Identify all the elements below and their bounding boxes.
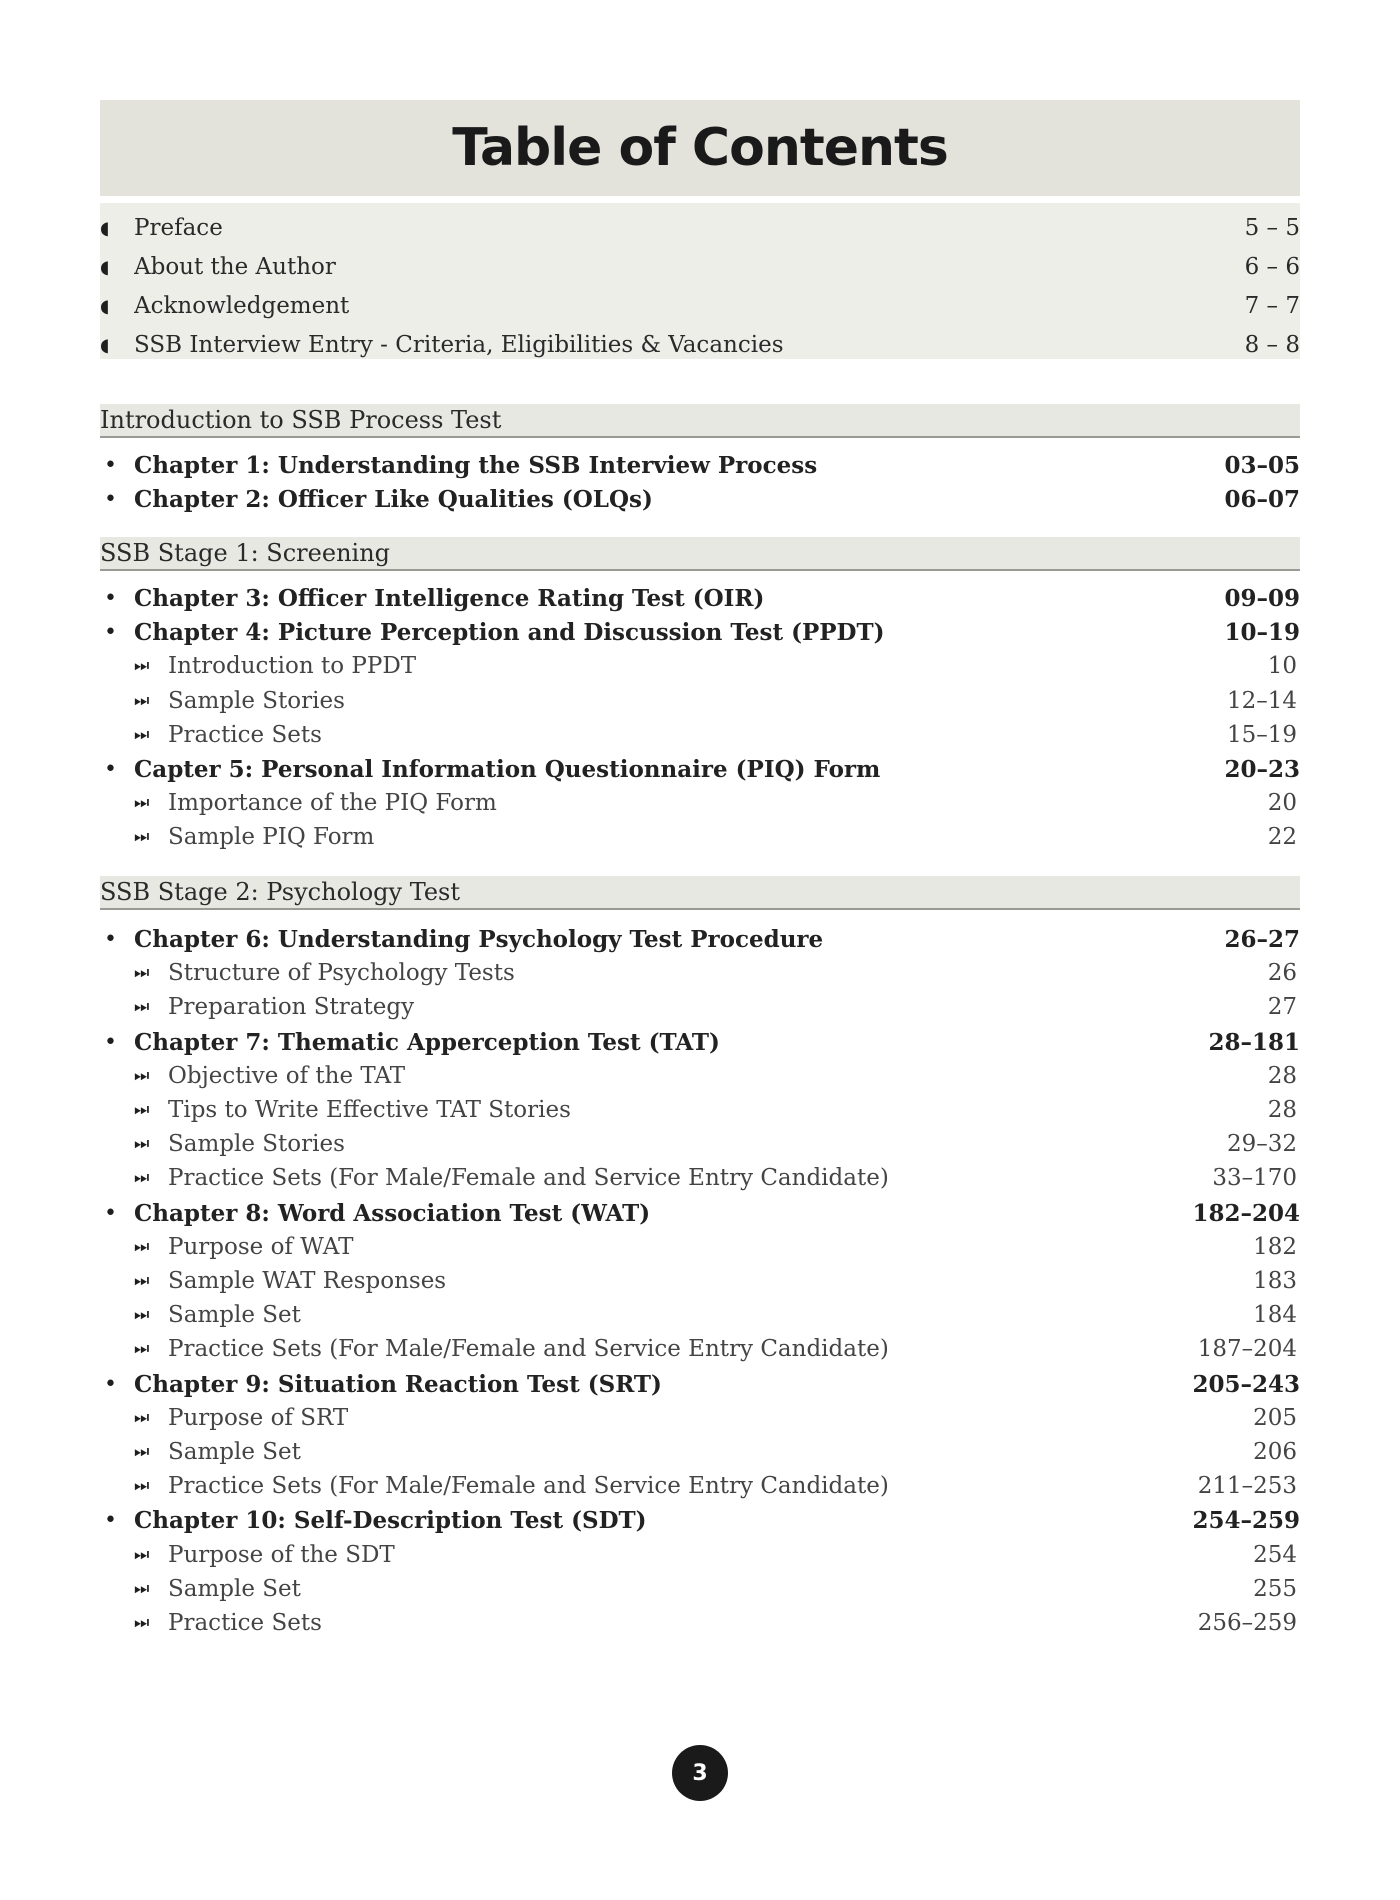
entry-label: Chapter 8: Word Association Test (WAT) bbox=[134, 1199, 651, 1227]
entry-label: Structure of Psychology Tests bbox=[168, 960, 515, 986]
entry-pages: 27 bbox=[1267, 994, 1297, 1020]
subsection-entry[interactable] bbox=[100, 786, 1300, 820]
entry-pages: 7 – 7 bbox=[1244, 293, 1300, 319]
entry-pages: 22 bbox=[1267, 824, 1297, 850]
entry-pages: 06–07 bbox=[1224, 485, 1300, 513]
entry-label: Sample WAT Responses bbox=[168, 1268, 447, 1294]
fast-forward-icon: ⏭ bbox=[134, 1066, 150, 1086]
bullet-icon: • bbox=[104, 1200, 117, 1226]
fast-forward-icon: ⏭ bbox=[134, 1579, 150, 1599]
chapter-entry[interactable] bbox=[100, 752, 1300, 786]
chapter-entry[interactable] bbox=[100, 581, 1300, 615]
fast-forward-icon: ⏭ bbox=[134, 725, 150, 745]
fast-forward-icon: ⏭ bbox=[134, 1100, 150, 1120]
section-header: SSB Stage 1: Screening bbox=[100, 537, 1300, 571]
subsection-entry[interactable] bbox=[100, 1606, 1300, 1640]
entry-label: Chapter 6: Understanding Psychology Test Procedure bbox=[134, 925, 824, 953]
fast-forward-icon: ⏭ bbox=[134, 1442, 150, 1462]
bullet-icon: • bbox=[104, 585, 117, 611]
entry-label: Chapter 4: Picture Perception and Discussion Test (PPDT) bbox=[134, 618, 885, 646]
headphones-icon: ◖ bbox=[100, 295, 110, 317]
entry-label: Purpose of the SDT bbox=[168, 1542, 395, 1568]
entry-pages: 10 bbox=[1267, 653, 1297, 679]
entry-label: Practice Sets bbox=[168, 1610, 322, 1636]
subsection-entry[interactable] bbox=[100, 1332, 1300, 1366]
entry-pages: 28–181 bbox=[1208, 1028, 1300, 1056]
entry-label: Preface bbox=[134, 215, 223, 241]
fast-forward-icon: ⏭ bbox=[134, 1271, 150, 1291]
entry-label: Sample Set bbox=[168, 1302, 301, 1328]
entry-pages: 26 bbox=[1267, 960, 1297, 986]
subsection-entry[interactable] bbox=[100, 1230, 1300, 1264]
entry-label: Acknowledgement bbox=[134, 293, 350, 319]
chapter-entry[interactable] bbox=[100, 1367, 1300, 1401]
section-header: SSB Stage 2: Psychology Test bbox=[100, 876, 1300, 910]
entry-pages: 10–19 bbox=[1224, 618, 1300, 646]
entry-pages: 29–32 bbox=[1226, 1131, 1297, 1157]
subsection-entry[interactable] bbox=[100, 990, 1300, 1024]
subsection-entry[interactable] bbox=[100, 1435, 1300, 1469]
entry-pages: 256–259 bbox=[1197, 1610, 1297, 1636]
entry-label: Sample PIQ Form bbox=[168, 824, 375, 850]
entry-label: Chapter 10: Self-Description Test (SDT) bbox=[134, 1506, 647, 1534]
entry-label: Sample Stories bbox=[168, 1131, 345, 1157]
entry-pages: 182 bbox=[1253, 1234, 1297, 1260]
entry-pages: 183 bbox=[1253, 1268, 1297, 1294]
entry-pages: 182–204 bbox=[1192, 1199, 1300, 1227]
entry-label: Chapter 2: Officer Like Qualities (OLQs) bbox=[134, 485, 653, 513]
fast-forward-icon: ⏭ bbox=[134, 691, 150, 711]
entry-pages: 03–05 bbox=[1224, 451, 1300, 479]
section-header: Introduction to SSB Process Test bbox=[100, 404, 1300, 438]
fast-forward-icon: ⏭ bbox=[134, 793, 150, 813]
entry-pages: 184 bbox=[1253, 1302, 1297, 1328]
entry-label: Sample Stories bbox=[168, 688, 345, 714]
entry-label: Practice Sets (For Male/Female and Service Entry Candidate) bbox=[168, 1165, 889, 1191]
subsection-entry[interactable] bbox=[100, 1298, 1300, 1332]
subsection-entry[interactable] bbox=[100, 718, 1300, 752]
entry-pages: 8 – 8 bbox=[1244, 332, 1300, 358]
bullet-icon: • bbox=[104, 1029, 117, 1055]
entry-pages: 09–09 bbox=[1224, 584, 1300, 612]
subsection-entry[interactable] bbox=[100, 1059, 1300, 1093]
subsection-entry[interactable] bbox=[100, 1469, 1300, 1503]
bullet-icon: • bbox=[104, 486, 117, 512]
entry-pages: 205 bbox=[1253, 1405, 1297, 1431]
entry-pages: 205–243 bbox=[1192, 1370, 1300, 1398]
fast-forward-icon: ⏭ bbox=[134, 1545, 150, 1565]
chapter-entry[interactable] bbox=[100, 482, 1300, 516]
front-matter-entry[interactable] bbox=[100, 211, 1300, 245]
fast-forward-icon: ⏭ bbox=[134, 827, 150, 847]
entry-pages: 28 bbox=[1267, 1063, 1297, 1089]
entry-label: Introduction to PPDT bbox=[168, 653, 417, 679]
bullet-icon: • bbox=[104, 619, 117, 645]
chapter-entry[interactable] bbox=[100, 448, 1300, 482]
entry-label: Objective of the TAT bbox=[168, 1063, 406, 1089]
headphones-icon: ◖ bbox=[100, 256, 110, 278]
entry-pages: 6 – 6 bbox=[1244, 254, 1300, 280]
subsection-entry[interactable] bbox=[100, 1572, 1300, 1606]
entry-label: Chapter 1: Understanding the SSB Interview Process bbox=[134, 451, 818, 479]
headphones-icon: ◖ bbox=[100, 334, 110, 356]
fast-forward-icon: ⏭ bbox=[134, 1134, 150, 1154]
subsection-entry[interactable] bbox=[100, 820, 1300, 854]
entry-pages: 206 bbox=[1253, 1439, 1297, 1465]
entry-pages: 20–23 bbox=[1224, 755, 1300, 783]
bullet-icon: • bbox=[104, 1371, 117, 1397]
fast-forward-icon: ⏭ bbox=[134, 1237, 150, 1257]
entry-pages: 187–204 bbox=[1197, 1336, 1297, 1362]
subsection-entry[interactable] bbox=[100, 1127, 1300, 1161]
bullet-icon: • bbox=[104, 1507, 117, 1533]
entry-label: Importance of the PIQ Form bbox=[168, 790, 497, 816]
chapter-entry[interactable] bbox=[100, 1196, 1300, 1230]
entry-label: Practice Sets (For Male/Female and Service Entry Candidate) bbox=[168, 1473, 889, 1499]
entry-label: Chapter 7: Thematic Apperception Test (TAT) bbox=[134, 1028, 720, 1056]
entry-label: Practice Sets (For Male/Female and Service Entry Candidate) bbox=[168, 1336, 889, 1362]
entry-pages: 254 bbox=[1253, 1542, 1297, 1568]
entry-pages: 255 bbox=[1253, 1576, 1297, 1602]
entry-pages: 28 bbox=[1267, 1097, 1297, 1123]
entry-pages: 33–170 bbox=[1212, 1165, 1297, 1191]
entry-label: Practice Sets bbox=[168, 722, 322, 748]
page-number-badge: 3 bbox=[672, 1745, 728, 1801]
entry-label: Preparation Strategy bbox=[168, 994, 415, 1020]
subsection-entry[interactable] bbox=[100, 1264, 1300, 1298]
subsection-entry[interactable] bbox=[100, 1538, 1300, 1572]
chapter-entry[interactable] bbox=[100, 615, 1300, 649]
front-matter-entry[interactable] bbox=[100, 250, 1300, 284]
fast-forward-icon: ⏭ bbox=[134, 1168, 150, 1188]
entry-label: Chapter 3: Officer Intelligence Rating Test (OIR) bbox=[134, 584, 765, 612]
entry-label: Capter 5: Personal Information Questionnaire (PIQ) Form bbox=[134, 755, 881, 783]
entry-label: Purpose of SRT bbox=[168, 1405, 349, 1431]
title-banner bbox=[100, 100, 1300, 198]
fast-forward-icon: ⏭ bbox=[134, 656, 150, 676]
entry-pages: 20 bbox=[1267, 790, 1297, 816]
entry-pages: 12–14 bbox=[1226, 688, 1297, 714]
fast-forward-icon: ⏭ bbox=[134, 1305, 150, 1325]
fast-forward-icon: ⏭ bbox=[134, 1476, 150, 1496]
chapter-entry[interactable] bbox=[100, 922, 1300, 956]
entry-pages: 211–253 bbox=[1197, 1473, 1297, 1499]
fast-forward-icon: ⏭ bbox=[134, 997, 150, 1017]
entry-label: Tips to Write Effective TAT Stories bbox=[168, 1097, 571, 1123]
headphones-icon: ◖ bbox=[100, 217, 110, 239]
page-title: Table of Contents bbox=[452, 118, 948, 178]
fast-forward-icon: ⏭ bbox=[134, 963, 150, 983]
subsection-entry[interactable] bbox=[100, 649, 1300, 683]
entry-label: Sample Set bbox=[168, 1576, 301, 1602]
subsection-entry[interactable] bbox=[100, 1401, 1300, 1435]
bullet-icon: • bbox=[104, 926, 117, 952]
entry-pages: 5 – 5 bbox=[1244, 215, 1300, 241]
fast-forward-icon: ⏭ bbox=[134, 1613, 150, 1633]
entry-pages: 15–19 bbox=[1226, 722, 1297, 748]
fast-forward-icon: ⏭ bbox=[134, 1339, 150, 1359]
subsection-entry[interactable] bbox=[100, 956, 1300, 990]
entry-pages: 254–259 bbox=[1192, 1506, 1300, 1534]
fast-forward-icon: ⏭ bbox=[134, 1408, 150, 1428]
subsection-entry[interactable] bbox=[100, 684, 1300, 718]
bullet-icon: • bbox=[104, 756, 117, 782]
front-matter-entry[interactable] bbox=[100, 289, 1300, 323]
subsection-entry[interactable] bbox=[100, 1093, 1300, 1127]
chapter-entry[interactable] bbox=[100, 1503, 1300, 1537]
front-matter-entry[interactable] bbox=[100, 328, 1300, 362]
entry-pages: 26–27 bbox=[1224, 925, 1300, 953]
entry-label: Sample Set bbox=[168, 1439, 301, 1465]
entry-label: About the Author bbox=[134, 254, 336, 280]
bullet-icon: • bbox=[104, 452, 117, 478]
entry-label: Purpose of WAT bbox=[168, 1234, 354, 1260]
entry-label: SSB Interview Entry - Criteria, Eligibilities & Vacancies bbox=[134, 332, 784, 358]
subsection-entry[interactable] bbox=[100, 1161, 1300, 1195]
chapter-entry[interactable] bbox=[100, 1025, 1300, 1059]
entry-label: Chapter 9: Situation Reaction Test (SRT) bbox=[134, 1370, 662, 1398]
